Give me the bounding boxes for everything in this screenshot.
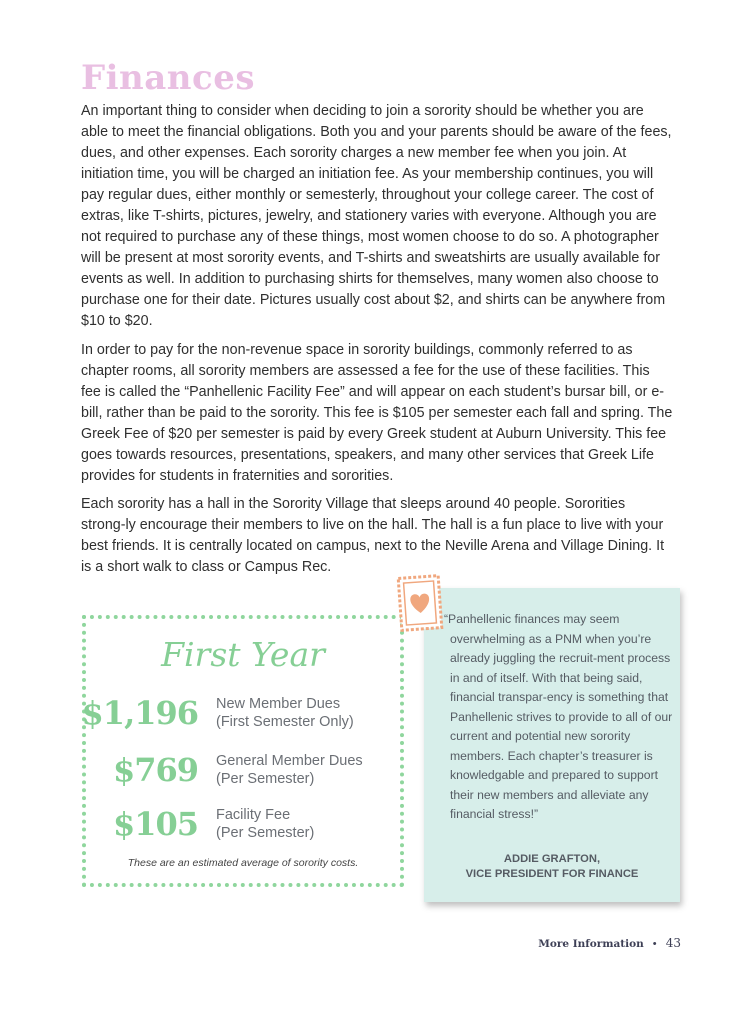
first-year-costs-box — [82, 615, 404, 887]
cost-label-line1: Facility Fee — [216, 807, 291, 823]
cost-amount: $769 — [112, 751, 198, 789]
page-number: 43 — [665, 936, 681, 950]
body-paragraph-1: An important thing to consider when deciding to join a sorority should be whether you are able to meet the financial obligations. Both you and your parents should be aware of the fees, dues, and other expenses. Each sorority charges a new member fee when you join. At initiation time, you will be charged an initiation fee. As your membership continues, you will pay regular dues, either monthly or semesterly, throughout your college career. The cost of extras, like T-shirts, pictures, jewelry, and stationery varies with everyone. Although you are not required to purchase any of these things, most women choose to do so. A photographer will be present at most sorority events, and T-shirts and sweatshirts are usually available for events as well. In addition to purchasing shirts for themselves, many women also choose to purchase one for their date. Pictures usually cost about $2, and shirts can be anywhere from $10 to $20. — [81, 103, 672, 329]
body-paragraph-2: In order to pay for the non-revenue space in sorority buildings, commonly referred to as chapter rooms, all sorority members are assessed a fee for the use of these facilities. This fee is called the “Panhellenic Facility Fee” and will appear on each student’s bursar bill, or e-bill, rather than be paid to the sorority. This fee is $105 per semester each fall and spring. The Greek Fee of $20 per semester is paid by every Greek student at Auburn University. This fee goes towards resources, presentations, speakers, and many other services that Greek Life provides for students in fraternities and sororities. — [81, 342, 673, 484]
cost-label-line2: (Per Semester) — [216, 771, 315, 787]
footer-separator: • — [652, 938, 657, 950]
quote-author — [424, 852, 680, 882]
quote-text: “Panhellenic finances may seem overwhelming as a PNM when you’re already juggling the recruit-ment process in and of itself. With that being said, financial transpar-ency is something that Panhellenic strives to provide to all of our current and potential new sorority members. Each chapter’s treasurer is knowledgable and prepared to support their new members and alleviate any financial stress!” — [444, 612, 673, 821]
cost-amount: $1,196 — [81, 694, 198, 732]
page-footer — [538, 936, 681, 950]
quote-author-name: ADDIE GRAFTON, — [503, 853, 601, 865]
cost-label — [216, 806, 314, 842]
heart-stamp-icon — [396, 574, 444, 633]
footer-section-label: More Information — [538, 938, 644, 950]
quote-author-title: VICE PRESIDENT FOR FINANCE — [465, 868, 639, 880]
page-title: Finances — [81, 58, 255, 98]
cost-label — [216, 752, 363, 788]
cost-label-line1: General Member Dues — [216, 753, 363, 769]
cost-row-general-member — [86, 750, 400, 790]
cost-amount: $105 — [112, 805, 198, 843]
body-paragraph-3: Each sorority has a hall in the Sorority Village that sleeps around 40 people. Sororities strong-ly encourage their members to live on the hall. The hall is a fun place to live with your best friends. It is centrally located on campus, next to the Neville Arena and Village Dining. It is a short walk to class or Campus Rec. — [81, 496, 665, 575]
cost-row-facility-fee — [86, 804, 400, 844]
cost-row-new-member — [81, 693, 400, 733]
cost-label — [216, 695, 354, 731]
cost-label-line2: (First Semester Only) — [216, 714, 354, 730]
quote-box — [424, 588, 680, 902]
costs-heading: First Year — [161, 635, 325, 674]
cost-label-line2: (Per Semester) — [216, 825, 315, 841]
costs-note: These are an estimated average of sorority costs. — [127, 857, 359, 869]
cost-label-line1: New Member Dues — [216, 696, 341, 712]
